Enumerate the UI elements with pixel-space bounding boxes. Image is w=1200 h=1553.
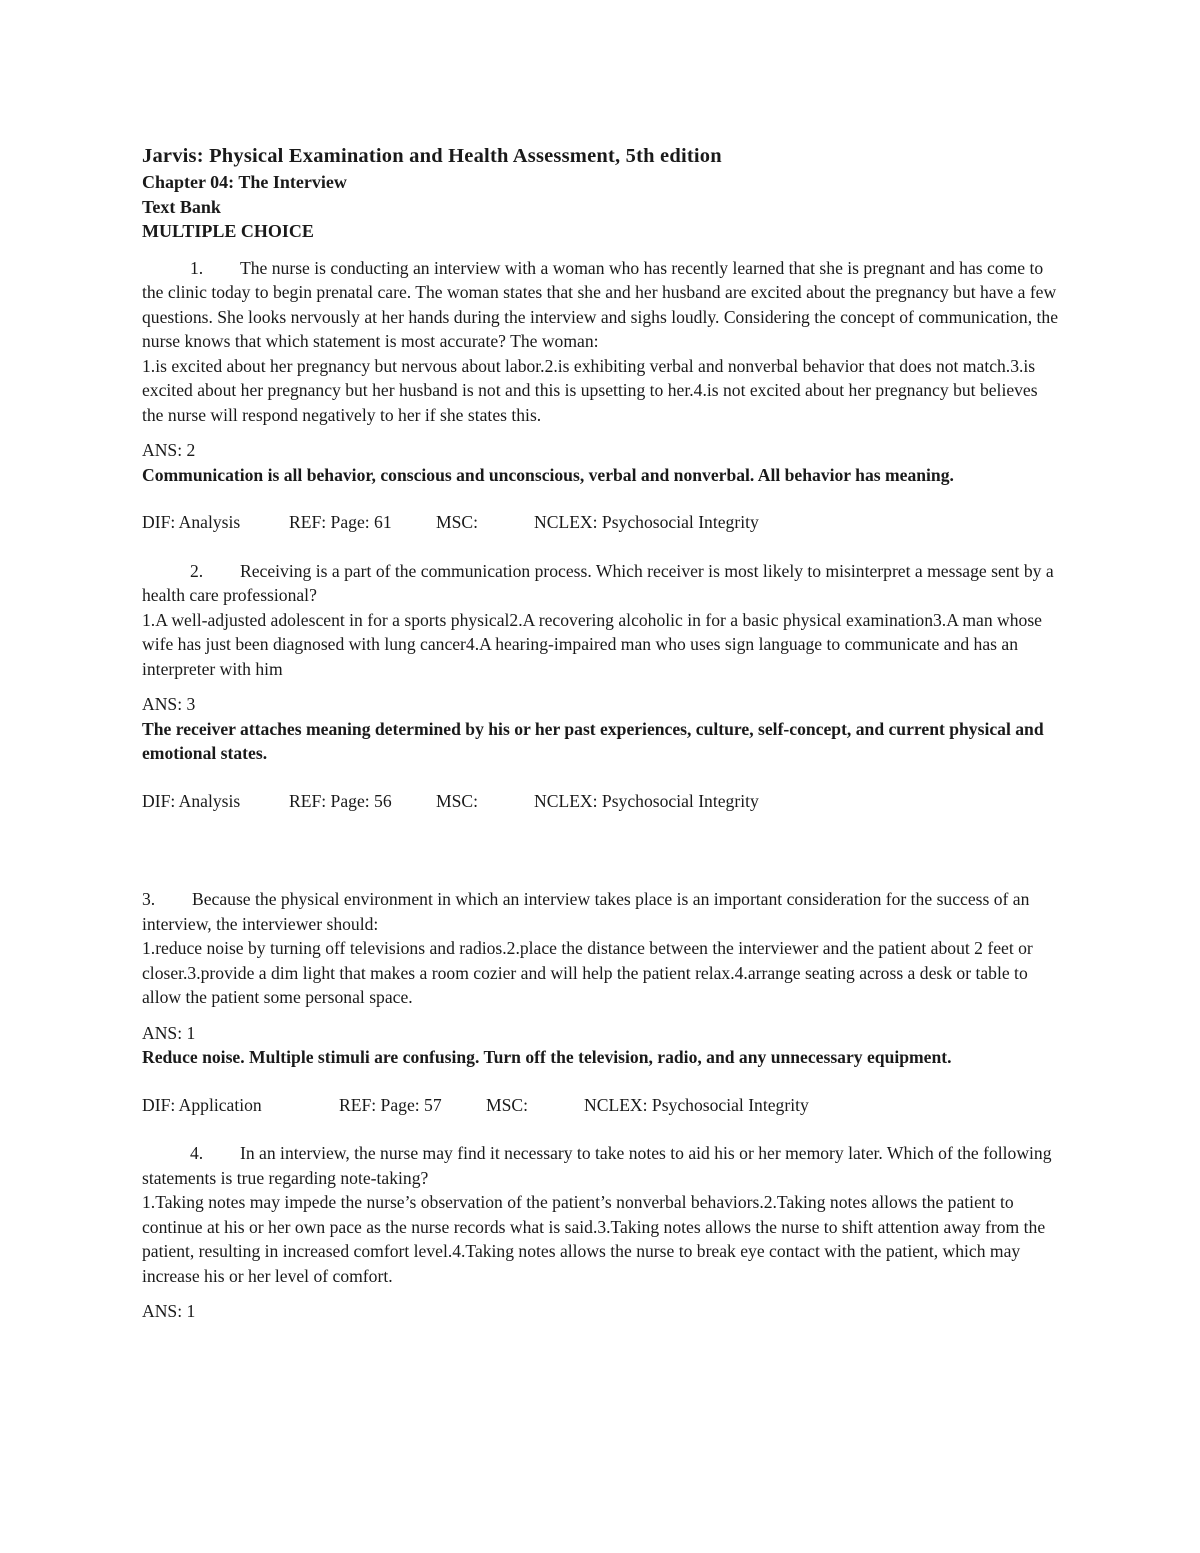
answer-key: ANS: 3 [142, 694, 196, 714]
answer-key: ANS: 2 [142, 440, 196, 460]
difficulty: DIF: Application [142, 1094, 262, 1115]
question-text: Receiving is a part of the communication process. Which receiver is most likely to misinterpret a message sent by a health care professional? [142, 560, 1054, 605]
answer-rationale: Communication is all behavior, conscious and unconscious, verbal and nonverbal. All behavior has meaning. [142, 464, 954, 485]
question-stem [142, 887, 1062, 936]
document-title: Jarvis: Physical Examination and Health Assessment, 5th edition [142, 145, 722, 167]
question-number: 3. [142, 889, 156, 909]
question-stem [142, 559, 1062, 608]
msc-label: MSC: [436, 790, 479, 811]
answer-rationale: Reduce noise. Multiple stimuli are confusing. Turn off the television, radio, and any unnecessary equipment. [142, 1047, 952, 1067]
nclex-category: NCLEX: Psychosocial Integrity [584, 1094, 809, 1115]
question-text: The nurse is conducting an interview with a woman who has recently learned that she is pregnant and has come to the clinic today to begin prenatal care. The woman states that she and her husband are excited about the pregnancy but have a few questions. She looks nervously at her hands during the interview and sighs loudly. Considering the concept of communication, the nurse knows that which statement is most accurate? The woman: [142, 257, 1059, 351]
answer-rationale: The receiver attaches meaning determined by his or her past experiences, culture, self-concept, and current physical and emotional states. [142, 718, 1044, 763]
question-text: Because the physical environment in which an interview takes place is an important consideration for the success of an interview, the interviewer should: [142, 889, 1030, 934]
document-page [142, 142, 1062, 1324]
question-2 [142, 559, 1062, 814]
answer-options: 1.Taking notes may impede the nurse’s observation of the patient’s nonverbal behaviors.2.Taking notes allows the patient to continue at his or her own pace as the nurse records what is said.3.Taking notes allows the nurse to shift attention away from the patient, resulting in increased comfort level.4.Taking notes allows the nurse to break eye contact with the patient, which may increase his or her level of comfort. [142, 1192, 1046, 1286]
page-reference: REF: Page: 57 [339, 1094, 442, 1115]
question-metadata [142, 510, 1062, 535]
answer-options: 1.A well-adjusted adolescent in for a sports physical2.A recovering alcoholic in for a basic physical examination3.A man whose wife has just been diagnosed with lung cancer4.A hearing-impaired man who uses sign language to communicate and has an interpreter with him [142, 609, 1042, 679]
answer-options: 1.reduce noise by turning off televisions and radios.2.place the distance between the interviewer and the patient about 2 feet or closer.3.provide a dim light that makes a room cozier and will help the patient relax.4.arrange seating across a desk or table to allow the patient some personal space. [142, 938, 1033, 1007]
question-stem [142, 256, 1062, 354]
question-text: In an interview, the nurse may find it necessary to take notes to aid his or her memory later. Which of the following statements is true regarding note-taking? [142, 1143, 1052, 1188]
answer-key: ANS: 1 [142, 1301, 196, 1321]
question-number: 4. [190, 1143, 204, 1163]
page-reference: REF: Page: 61 [289, 512, 392, 532]
question-1 [142, 256, 1062, 535]
chapter-heading: Chapter 04: The Interview [142, 172, 347, 192]
section-heading: MULTIPLE CHOICE [142, 221, 314, 241]
question-metadata [142, 789, 1062, 814]
question-number: 1. [190, 257, 204, 278]
page-reference: REF: Page: 56 [289, 790, 392, 811]
nclex-category: NCLEX: Psychosocial Integrity [534, 512, 759, 532]
question-3 [142, 887, 1062, 1117]
difficulty: DIF: Analysis [142, 790, 241, 811]
difficulty: DIF: Analysis [142, 512, 241, 532]
question-4 [142, 1141, 1062, 1324]
msc-label: MSC: [436, 512, 479, 532]
question-metadata [142, 1093, 1062, 1118]
bank-heading: Text Bank [142, 196, 221, 217]
answer-key: ANS: 1 [142, 1022, 196, 1043]
msc-label: MSC: [486, 1094, 529, 1115]
nclex-category: NCLEX: Psychosocial Integrity [534, 790, 759, 811]
question-stem [142, 1141, 1062, 1190]
answer-options: 1.is excited about her pregnancy but nervous about labor.2.is exhibiting verbal and nonverbal behavior that does not match.3.is excited about her pregnancy but her husband is not and this is upsetting to her.4.is not excited about her pregnancy but believes the nurse will respond negatively to her if she states this. [142, 355, 1038, 425]
question-number: 2. [190, 560, 204, 581]
